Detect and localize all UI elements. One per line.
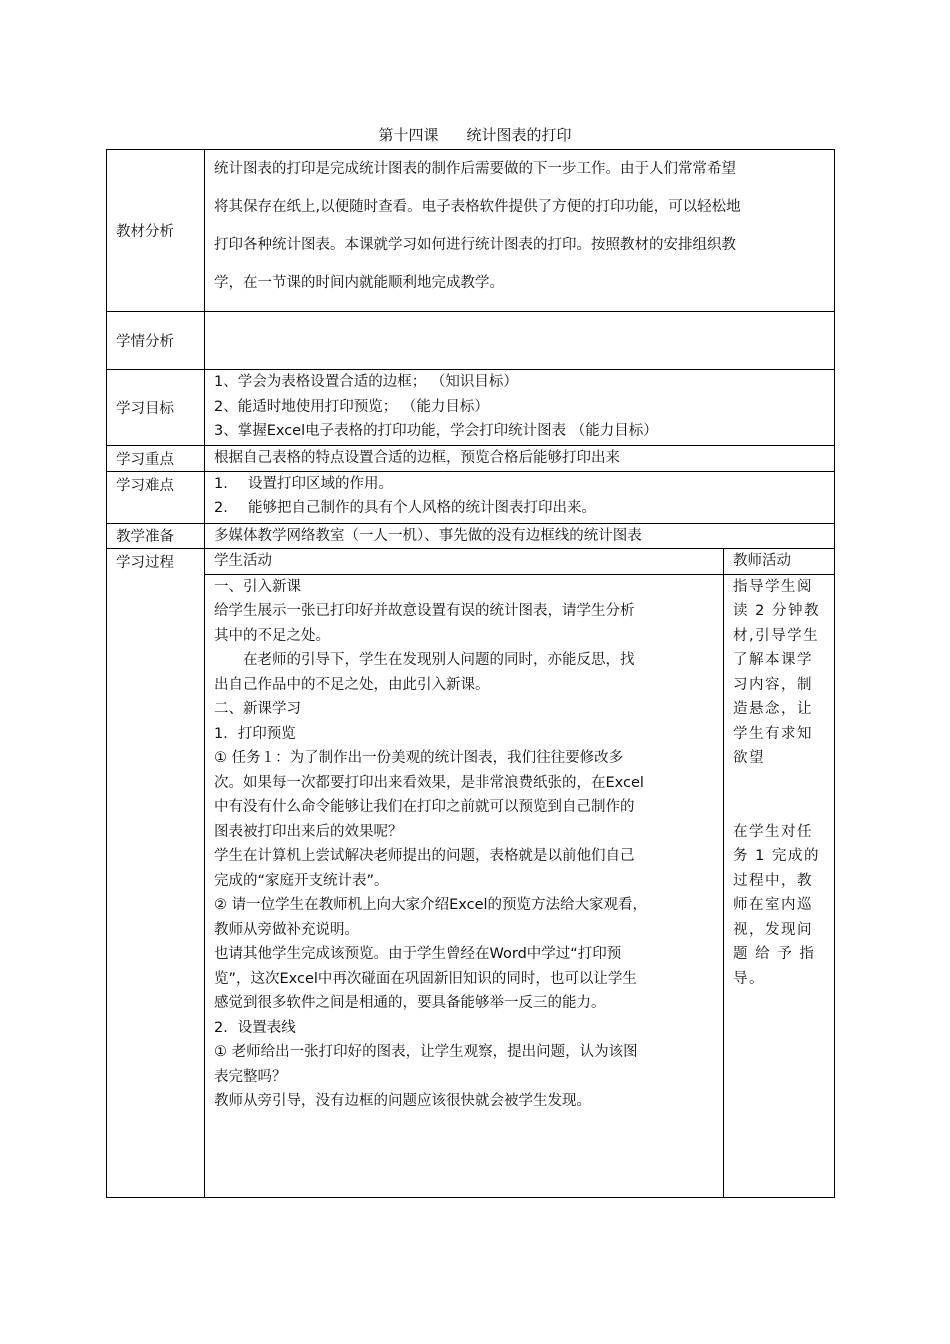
row-process-body xyxy=(107,574,835,1197)
student-activity-line: 中有没有什么命令能够让我们在打印之前就可以预览到自己制作的 xyxy=(214,799,635,815)
teacher-activity-header: 教师活动 xyxy=(724,549,835,575)
row-process-header xyxy=(107,549,835,575)
student-activity-line: 表完整吗？ xyxy=(214,1068,287,1085)
student-activity-line: 学生在计算机上尝试解决老师提出的问题，表格就是以前他们自己 xyxy=(214,848,635,864)
page-title xyxy=(0,125,950,145)
difficulty-item xyxy=(214,472,826,497)
row-prep xyxy=(107,523,835,549)
key-content xyxy=(205,446,835,472)
student-activity-line: 感觉到很多软件之间是相通的，要具备能够举一反三的能力。 xyxy=(214,995,606,1011)
goal-line: 2、能适时地使用打印预览； （能力目标） xyxy=(214,398,489,415)
lesson-topic: 统计图表的打印 xyxy=(466,126,572,144)
student-activity-line: 图表被打印出来后的效果呢？ xyxy=(214,823,403,840)
teacher-activity-line: 务 1 完成的 xyxy=(733,848,820,864)
teacher-activity-line: 在学生对任 xyxy=(733,823,813,840)
row-goals xyxy=(107,370,835,446)
student-activity-line: 1．打印预览 xyxy=(214,725,296,742)
student-activity-line: 完成的“家庭开支统计表”。 xyxy=(214,872,389,889)
prep-content xyxy=(205,523,835,549)
teacher-activity-line: 题 给 予 指 xyxy=(733,946,816,962)
material-line: 学，在一节课的时间内就能顺利地完成教学。 xyxy=(214,275,504,291)
row-key xyxy=(107,446,835,472)
student-activity-line: 出自己作品中的不足之处，由此引入新课。 xyxy=(214,676,490,693)
label-material: 教材分析 xyxy=(107,150,205,312)
teacher-activity-line: 导。 xyxy=(733,970,765,987)
student-activity-line: 给学生展示一张已打印好并故意设置有误的统计图表，请学生分析 xyxy=(214,603,635,619)
student-activity-line: 在老师的引导下，学生在发现别人问题的同时，亦能反思，找 xyxy=(243,652,635,668)
lesson-plan-table xyxy=(106,149,835,1198)
label-students: 学情分析 xyxy=(107,312,205,370)
difficulty-num: 1. xyxy=(214,475,228,492)
difficulty-text: 能够把自己制作的具有个人风格的统计图表打印出来。 xyxy=(248,500,596,516)
material-line: 统计图表的打印是完成统计图表的制作后需要做的下一步工作。由于人们常常希望 xyxy=(214,161,736,177)
difficulty-content xyxy=(205,471,835,523)
difficulty-text: 设置打印区域的作用。 xyxy=(248,475,393,492)
teacher-activity-line: 习内容，制 xyxy=(733,676,813,693)
material-line: 将其保存在纸上,以便随时查看。电子表格软件提供了方便的打印功能，可以轻松地 xyxy=(214,199,741,215)
teacher-activity-content xyxy=(724,574,835,1197)
goal-line: 1、学会为表格设置合适的边框； （知识目标） xyxy=(214,374,518,390)
student-activity-line: 2．设置表线 xyxy=(214,1019,296,1036)
prep-text: 多媒体教学网络教室（一人一机）、事先做的没有边框线的统计图表 xyxy=(214,527,642,544)
label-key: 学习重点 xyxy=(107,446,205,472)
material-line: 打印各种统计图表。本课就学习如何进行统计图表的打印。按照教材的安排组织教 xyxy=(214,237,736,253)
teacher-activity-line: 了解本课学 xyxy=(733,652,813,668)
teacher-activity-line: 过程中，教 xyxy=(733,872,813,889)
teacher-activity-line: 视，发现问 xyxy=(733,921,813,938)
student-activity-line: 二、新课学习 xyxy=(214,701,301,717)
teacher-activity-line: 师在室内巡 xyxy=(733,897,813,913)
student-activity-line: ① 老师给出一张打印好的图表，让学生观察，提出问题，认为该图 xyxy=(214,1044,638,1060)
row-material xyxy=(107,150,835,312)
student-activity-line: ① 任务１：为了制作出一份美观的统计图表，我们往往要修改多 xyxy=(214,750,624,766)
difficulty-num: 2. xyxy=(214,500,228,516)
row-difficulty xyxy=(107,471,835,523)
students-content xyxy=(205,312,835,370)
label-prep: 教学准备 xyxy=(107,523,205,549)
teacher-activity-line: 学生有求知 xyxy=(733,725,813,742)
lesson-number: 第十四课 xyxy=(378,126,439,144)
goal-line: 3、掌握Excel电子表格的打印功能，学会打印统计图表 （能力目标） xyxy=(214,423,658,439)
label-process: 学习过程 xyxy=(107,549,205,1198)
goals-content xyxy=(205,370,835,446)
material-content xyxy=(205,150,835,312)
student-activity-content xyxy=(205,574,724,1197)
teacher-activity-line: 造悬念，让 xyxy=(733,701,813,717)
student-activity-line: 教师从旁做补充说明。 xyxy=(214,921,359,938)
label-difficulty: 学习难点 xyxy=(107,471,205,523)
student-activity-line: 览”，这次Excel中再次碰面在巩固新旧知识的同时，也可以让学生 xyxy=(214,970,637,987)
key-text: 根据自己表格的特点设置合适的边框，预览合格后能够打印出来 xyxy=(214,450,620,466)
difficulty-item xyxy=(214,496,826,521)
student-activity-line: 一、引入新课 xyxy=(214,578,301,595)
student-activity-header: 学生活动 xyxy=(205,549,724,575)
label-goals: 学习目标 xyxy=(107,370,205,446)
teacher-activity-line: 欲望 xyxy=(733,750,765,766)
row-students xyxy=(107,312,835,370)
teacher-activity-line: 读 2 分钟教 xyxy=(733,603,820,619)
student-activity-line: 教师从旁引导，没有边框的问题应该很快就会被学生发现。 xyxy=(214,1093,591,1109)
teacher-activity-line: 指导学生阅 xyxy=(733,578,813,595)
student-activity-line: 也请其他学生完成该预览。由于学生曾经在Word中学过“打印预 xyxy=(214,946,622,962)
student-activity-line: 其中的不足之处。 xyxy=(214,627,330,644)
student-activity-line: 次。如果每一次都要打印出来看效果，是非常浪费纸张的，在Excel xyxy=(214,774,644,791)
teacher-activity-line: 材,引导学生 xyxy=(733,627,820,644)
student-activity-line: ② 请一位学生在教师机上向大家介绍Excel的预览方法给大家观看， xyxy=(214,897,648,913)
